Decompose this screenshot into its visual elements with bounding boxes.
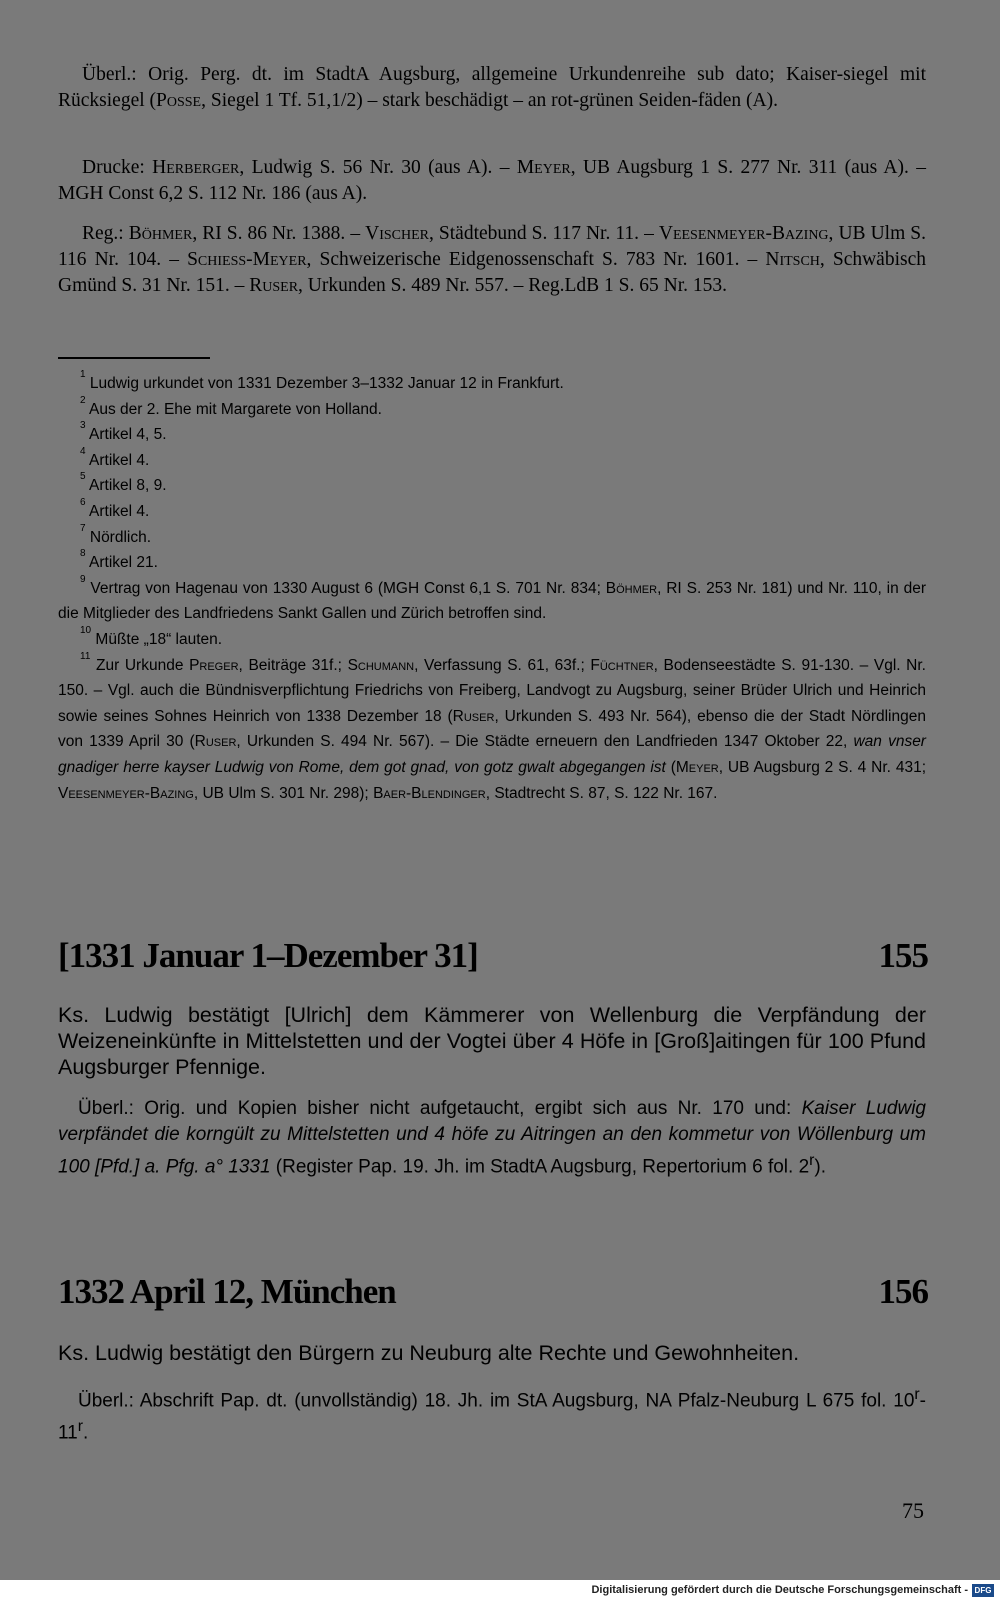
entry-155-regest: Ks. Ludwig bestätigt [Ulrich] dem Kämmerer von Wellenburg die Verpfändung der Weizeneinkünfte in Mittelstetten und der Vogtei über 4 Höfe in [Groß]aitingen für 100 Pfund Augsburger Pfennige. (58, 1003, 926, 1079)
footnote: $^3$ Artikel 4, 5. (80, 420, 167, 444)
dfg-logo[interactable]: DFG (972, 1584, 994, 1597)
entry-156-heading (58, 1272, 928, 1312)
entry-156-regest: Ks. Ludwig bestätigt den Bürgern zu Neuburg alte Rechte und Gewohnheiten. (58, 1341, 800, 1365)
footnote: $^{11}$ Zur Urkunde Preger, Beiträge 31f.; Schumann, Verfassung S. 61, 63f.; Füchtner, Bodenseestädte S. 91-130. – Vgl. Nr. 150. – Vgl. auch die Bündnisverpflichtung Friedrichs von Freiberg, Landvogt zu Augsburg, seiner Brüder Ulrich und Heinrich sowie seines Sohnes Heinrich von 1338 Dezember 18 (Ruser, Urkunden S. 493 Nr. 564), ebenso die der Stadt Nördlingen von 1339 April 30 (Ruser, Urkunden S. 494 Nr. 567). – Die Städte erneuern den Landfrieden 1347 Oktober 22, wan vnser gnadiger herre kayser Ludwig von Rome, dem got gnad, von gotz gwalt abgegangen ist (Meyer, UB Augsburg 2 S. 4 Nr. 431; Veesenmeyer-Bazing, UB Ulm S. 301 Nr. 298); Baer-Blendinger, Stadtrecht S. 87, S. 122 Nr. 167. (58, 650, 927, 802)
ueberlieferung-paragraph: Überl.: Orig. Perg. dt. im StadtA Augsburg, allgemeine Urkundenreihe sub dato; Kaiser-siegel mit Rücksiegel (Posse, Siegel 1 Tf. 51,1/2) – stark beschädigt – an rot-grünen Seiden-fäden (A). (58, 64, 926, 111)
footnote: $^{10}$ Müßte „18“ lauten. (80, 624, 223, 648)
footnote: $^7$ Nördlich. (80, 522, 152, 546)
footnote-separator (58, 357, 210, 359)
entry-date: 1332 April 12, München (58, 1272, 396, 1311)
entry-155-heading (58, 936, 928, 976)
footnote: $^6$ Artikel 4. (80, 496, 150, 520)
footnotes (58, 371, 926, 806)
footnote: $^1$ Ludwig urkundet von 1331 Dezember 3–1332 Januar 12 in Frankfurt. (80, 369, 564, 392)
footnote: $^8$ Artikel 21. (80, 548, 158, 572)
entry-number: 156 (878, 1272, 928, 1311)
entry-156-ueberlieferung: Überl.: Abschrift Pap. dt. (unvollständig) 18. Jh. im StA Augsburg, NA Pfalz-Neuburg L 675 fol. 10$^r$-11$^r$. (58, 1386, 926, 1444)
entry-number: 155 (878, 936, 928, 975)
footnote: $^9$ Vertrag von Hagenau von 1330 August 6 (MGH Const 6,1 S. 701 Nr. 834; Böhmer, RI S. 253 Nr. 181) und Nr. 110, in der die Mitglieder des Landfriedens Sankt Gallen und Zürich betroffen sind. (58, 573, 927, 623)
drucke-paragraph: Drucke: Herberger, Ludwig S. 56 Nr. 30 (aus A). – Meyer, UB Augsburg 1 S. 277 Nr. 311 (aus A). – MGH Const 6,2 S. 112 Nr. 186 (aus A). (58, 157, 926, 204)
entry-date: [1331 Januar 1–Dezember 31] (58, 936, 478, 975)
regesten-paragraph: Reg.: Böhmer, RI S. 86 Nr. 1388. – Vischer, Städtebund S. 117 Nr. 11. – Veesenmeyer-Bazing, UB Ulm S. 116 Nr. 104. – Schiess-Meyer, Schweizerische Eidgenossenschaft S. 783 Nr. 1601. – Nitsch, Schwäbisch Gmünd S. 31 Nr. 151. – Ruser, Urkunden S. 489 Nr. 557. – Reg.LdB 1 S. 65 Nr. 153. (58, 223, 927, 296)
footnote: $^2$ Aus der 2. Ehe mit Margarete von Holland. (80, 394, 382, 418)
footnote: $^4$ Artikel 4. (80, 445, 150, 469)
page-number: 75 (902, 1498, 924, 1523)
footer-credit: Digitalisierung gefördert durch die Deutsche Forschungsgemeinschaft - (591, 1584, 968, 1596)
footnote: $^5$ Artikel 8, 9. (80, 471, 167, 495)
footer-bar (0, 1580, 1000, 1602)
entry-155-ueberlieferung: Überl.: Orig. und Kopien bisher nicht aufgetaucht, ergibt sich aus Nr. 170 und: Kaiser Ludwig verpfändet die korngült zu Mittelstetten und 4 höfe zu Aitringen an den kommetur von Wöllenburg um 100 [Pfd.] a. Pfg. a° 1331 (Register Pap. 19. Jh. im StadtA Augsburg, Repertorium 6 fol. 2$^r$). (58, 1098, 926, 1178)
